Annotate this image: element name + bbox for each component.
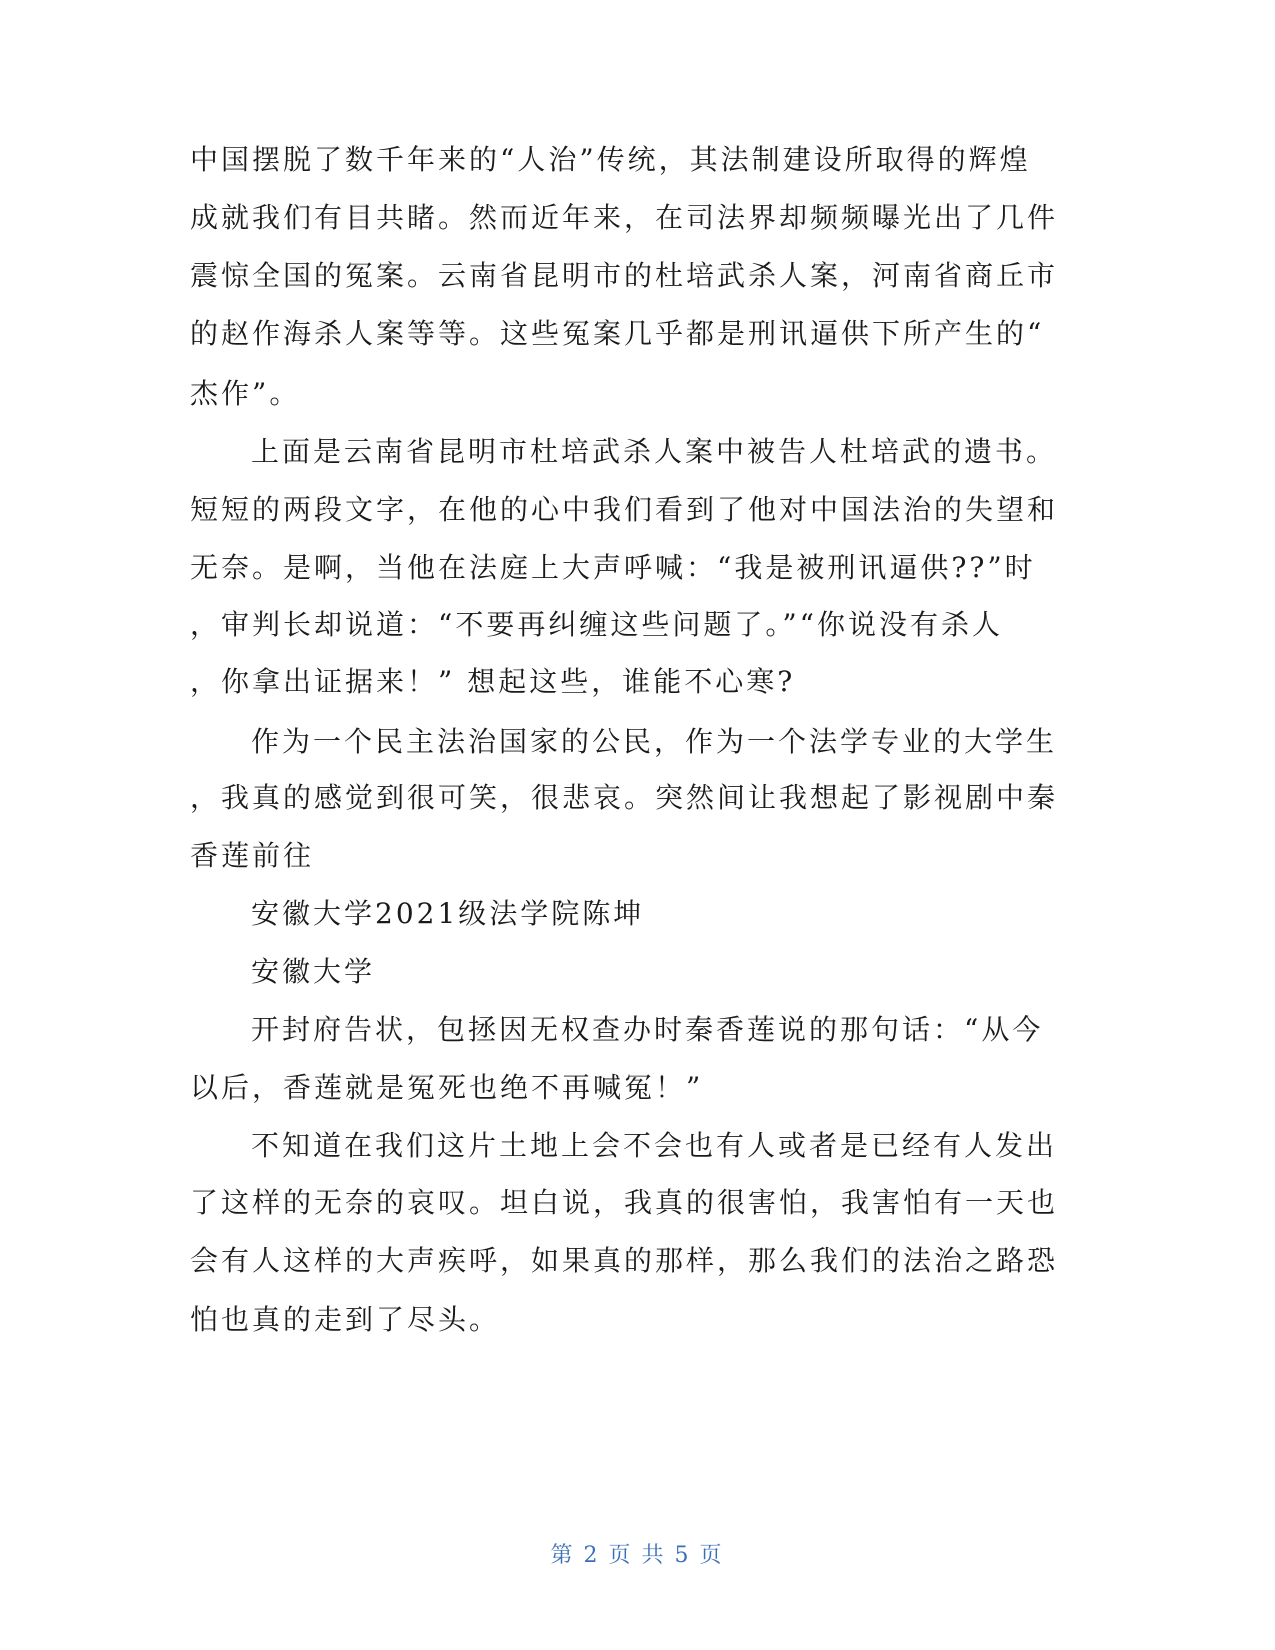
paragraph-line: ，你拿出证据来！” 想起这些，谁能不心寒? xyxy=(190,665,796,698)
paragraph-line: 短短的两段文字，在他的心中我们看到了他对中国法治的失望和 xyxy=(190,493,1059,526)
school-line: 安徽大学 xyxy=(251,955,376,988)
paragraph-line: 上面是云南省昆明市杜培武杀人案中被告人杜培武的遗书。 xyxy=(251,435,1058,468)
paragraph-line: ，我真的感觉到很可笑，很悲哀。突然间让我想起了影视剧中秦 xyxy=(190,781,1059,814)
paragraph-line: 以后，香莲就是冤死也绝不再喊冤！” xyxy=(190,1071,704,1104)
paragraph-line: 震惊全国的冤案。云南省昆明市的杜培武杀人案，河南省商丘市 xyxy=(190,259,1059,292)
current-page-number: 2 xyxy=(583,1543,601,1568)
paragraph-line: 的赵作海杀人案等等。这些冤案几乎都是刑讯逼供下所产生的“ xyxy=(190,317,1045,350)
footer-total-word: 共 xyxy=(641,1543,667,1568)
paragraph-line: 杰作”。 xyxy=(190,377,301,410)
author-line: 安徽大学2021级法学院陈坤 xyxy=(251,897,645,930)
footer-page-word: 页 xyxy=(608,1543,634,1568)
paragraph-line: 怕也真的走到了尽头。 xyxy=(190,1303,501,1336)
paragraph-line: ，审判长却说道：“不要再纠缠这些问题了。”“你说没有杀人 xyxy=(190,608,1003,641)
paragraph-line: 了这样的无奈的哀叹。坦白说，我真的很害怕，我害怕有一天也 xyxy=(190,1186,1059,1219)
paragraph-line: 无奈。是啊，当他在法庭上大声呼喊：“我是被刑讯逼供??”时 xyxy=(190,551,1036,584)
paragraph-line: 开封府告状，包拯因无权查办时秦香莲说的那句话：“从今 xyxy=(251,1013,1044,1046)
paragraph-line: 会有人这样的大声疾呼，如果真的那样，那么我们的法治之路恐 xyxy=(190,1244,1059,1277)
paragraph-line: 香莲前往 xyxy=(190,839,315,872)
paragraph-line: 作为一个民主法治国家的公民，作为一个法学专业的大学生 xyxy=(251,725,1058,758)
paragraph-line: 成就我们有目共睹。然而近年来，在司法界却频频曝光出了几件 xyxy=(190,201,1059,234)
footer-prefix: 第 xyxy=(550,1543,576,1568)
total-pages-number: 5 xyxy=(674,1543,692,1568)
footer-suffix: 页 xyxy=(699,1543,725,1568)
paragraph-line: 不知道在我们这片土地上会不会也有人或者是已经有人发出 xyxy=(251,1129,1058,1162)
paragraph-line: 中国摆脱了数千年来的“人治”传统，其法制建设所取得的辉煌 xyxy=(190,143,1031,176)
page-footer xyxy=(0,1538,1275,1569)
